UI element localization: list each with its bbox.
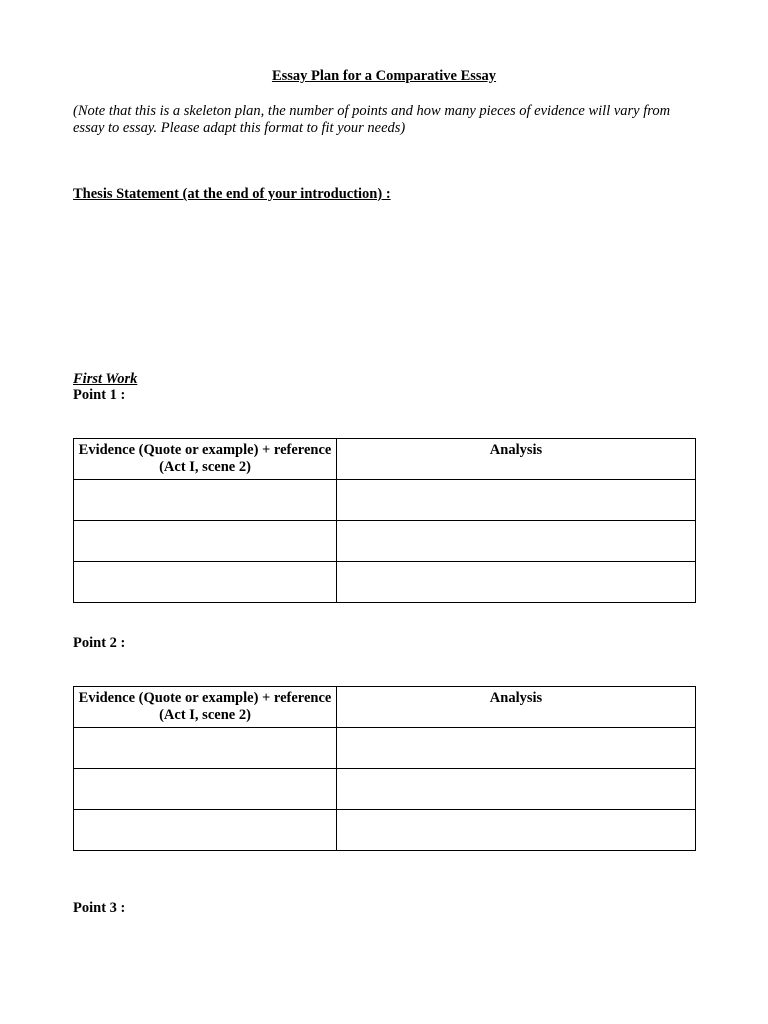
evidence-column-header: Evidence (Quote or example) + reference (Act I, scene 2) — [74, 439, 337, 480]
instruction-note: (Note that this is a skeleton plan, the number of points and how many pieces of evidence will vary from essay to essay. Please adapt this format to fit your needs) — [73, 103, 671, 136]
evidence-cell[interactable] — [74, 562, 337, 603]
table-row — [74, 728, 696, 769]
point-3-label: Point 3 : — [73, 900, 126, 916]
evidence-column-header: Evidence (Quote or example) + reference (Act I, scene 2) — [74, 687, 337, 728]
evidence-cell[interactable] — [74, 521, 337, 562]
table-header-row — [74, 687, 696, 728]
first-work-heading: First Work — [73, 371, 138, 387]
evidence-cell[interactable] — [74, 810, 337, 851]
evidence-cell[interactable] — [74, 480, 337, 521]
thesis-statement-label: Thesis Statement (at the end of your introduction) : — [73, 186, 391, 202]
document-title: Essay Plan for a Comparative Essay — [271, 68, 497, 84]
point-1-label: Point 1 : — [73, 387, 126, 403]
point-2-label: Point 2 : — [73, 635, 126, 651]
table-row — [74, 810, 696, 851]
analysis-cell[interactable] — [337, 769, 696, 810]
analysis-cell[interactable] — [337, 810, 696, 851]
evidence-cell[interactable] — [74, 728, 337, 769]
analysis-column-header: Analysis — [337, 687, 696, 728]
analysis-column-header: Analysis — [337, 439, 696, 480]
table-row — [74, 480, 696, 521]
evidence-cell[interactable] — [74, 769, 337, 810]
table-row — [74, 562, 696, 603]
table-row — [74, 769, 696, 810]
point-1-evidence-table — [73, 438, 696, 603]
point-2-evidence-table — [73, 686, 696, 851]
analysis-cell[interactable] — [337, 728, 696, 769]
analysis-cell[interactable] — [337, 562, 696, 603]
analysis-cell[interactable] — [337, 480, 696, 521]
table-header-row — [74, 439, 696, 480]
analysis-cell[interactable] — [337, 521, 696, 562]
table-row — [74, 521, 696, 562]
